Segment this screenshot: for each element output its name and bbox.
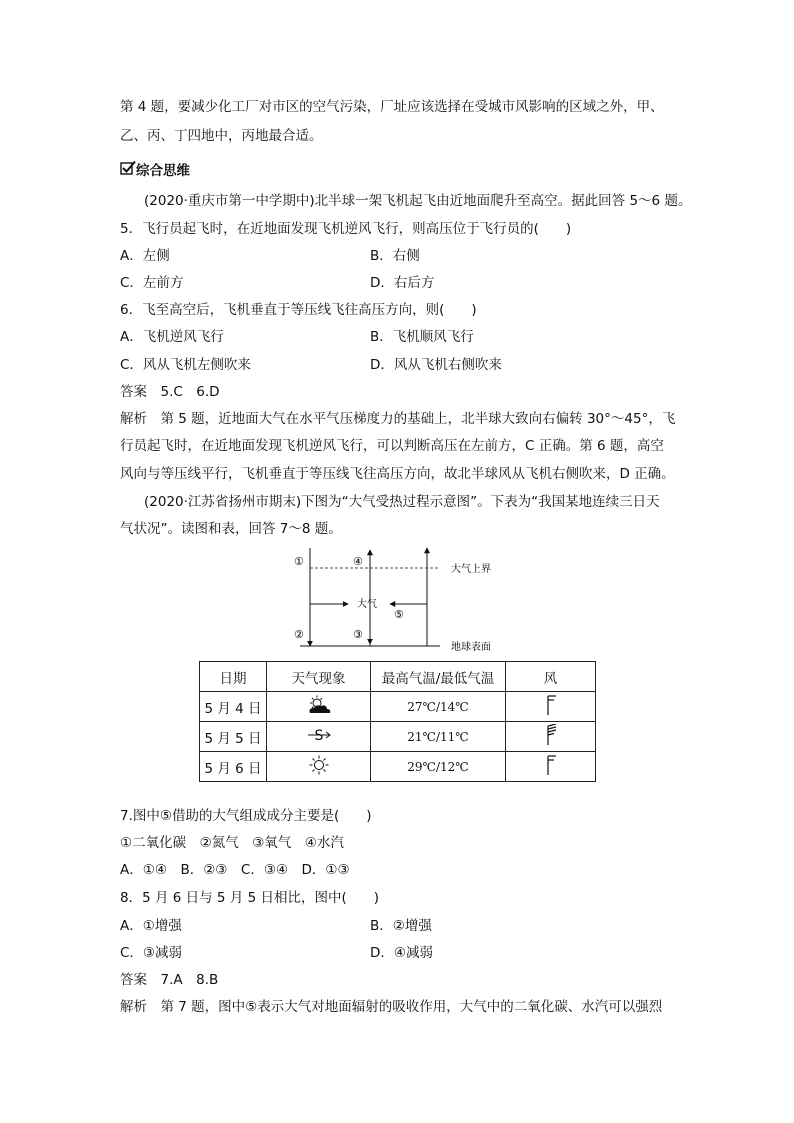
cell-wind [506,722,596,752]
weather-table [199,661,596,782]
explanation: 行员起飞时，在近地面发现飞机逆风飞行，可以判断高压在左前方，C 正确。第 6 题，高空 [120,438,664,454]
section-heading [120,160,190,182]
wind-barb-4-icon [543,724,559,746]
text-line: 乙、丙、丁四地中，丙地最合适。 [120,128,323,144]
table-row [200,722,596,752]
cell-temp: 29℃/12℃ [371,752,506,782]
wind-barb-2-icon [543,754,559,776]
question-7-choices: A．①④ B．②③ C．③④ D．①③ [120,862,350,878]
option: A．飞机逆风飞行 [120,329,224,345]
question-8: 8．5 月 6 日与 5 月 5 日相比，图中( ) [120,890,380,906]
option: C．左前方 [120,275,184,291]
label-air: 大气 [357,599,377,610]
checkbox-icon [120,160,136,182]
question-7-items: ①二氧化碳 ②氮气 ③氧气 ④水汽 [120,835,344,851]
explanation: 风向与等压线平行，飞机垂直于等压线飞往高压方向，故北半球风从飞机右侧吹来，D 正确。 [120,466,675,482]
answer: 答案 5.C 6.D [120,384,220,400]
question-6: 6．飞至高空后，飞机垂直于等压线飞往高压方向，则( ) [120,302,477,318]
text-line: 第 4 题，要减少化工厂对市区的空气污染，厂址应该选择在受城市风影响的区域之外，甲、 [120,99,664,115]
sandstorm-icon [304,725,334,745]
section-title: 综合思维 [136,163,190,179]
option: A．①增强 [120,918,182,934]
option: C．③减弱 [120,945,183,961]
sunny-icon [304,755,334,775]
explanation: 解析 第 5 题，近地面大气在水平气压梯度力的基础上，北半球大致向右偏转 30°～45°，飞 [120,411,676,427]
cell-wind [506,752,596,782]
cell-date: 5 月 5 日 [200,722,267,752]
atmosphere-heating-diagram [290,545,510,655]
label-2: ② [294,628,304,641]
svg-text:S: S [314,727,323,744]
cell-temp: 21℃/11℃ [371,722,506,752]
label-4: ④ [353,555,363,568]
text-line: 气状况”。读图和表，回答 7～8 题。 [120,521,342,537]
label-1: ① [294,555,304,568]
text-line: (2020·江苏省扬州市期末)下图为“大气受热过程示意图”。下表为“我国某地连续三日天 [144,494,660,510]
option: D．④减弱 [370,945,433,961]
label-ground: 地球表面 [451,642,491,653]
header-date: 日期 [200,662,267,692]
partly-cloudy-icon [304,695,334,715]
table-row [200,752,596,782]
label-5: ⑤ [394,608,404,621]
cell-temp: 27℃/14℃ [371,692,506,722]
header-wind: 风 [506,662,596,692]
cell-wind [506,692,596,722]
answer: 答案 7.A 8.B [120,972,219,988]
option: B．右侧 [370,248,420,264]
header-weather: 天气现象 [267,662,371,692]
option: B．飞机顺风飞行 [370,329,474,345]
explanation: 解析 第 7 题，图中⑤表示大气对地面辐射的吸收作用，大气中的二氧化碳、水汽可以强烈 [120,999,663,1015]
cell-weather [267,692,371,722]
question-7: 7.图中⑤借助的大气组成成分主要是( ) [120,808,372,824]
label-3: ③ [353,628,363,641]
label-top: 大气上界 [451,564,491,575]
question-5: 5．飞行员起飞时，在近地面发现飞机逆风飞行，则高压位于飞行员的( ) [120,221,572,237]
cell-date: 5 月 4 日 [200,692,267,722]
option: D．右后方 [370,275,435,291]
option: C．风从飞机左侧吹来 [120,357,251,373]
text-line: (2020·重庆市第一中学期中)北半球一架飞机起飞由近地面爬升至高空。据此回答 5～6 题。 [144,193,692,209]
option: A．左侧 [120,248,170,264]
option: D．风从飞机右侧吹来 [370,357,502,373]
cell-date: 5 月 6 日 [200,752,267,782]
wind-barb-2-icon [543,694,559,716]
table-row [200,692,596,722]
cell-weather [267,752,371,782]
cell-weather [267,722,371,752]
table-header-row [200,662,596,692]
header-temp: 最高气温/最低气温 [371,662,506,692]
option: B．②增强 [370,918,432,934]
